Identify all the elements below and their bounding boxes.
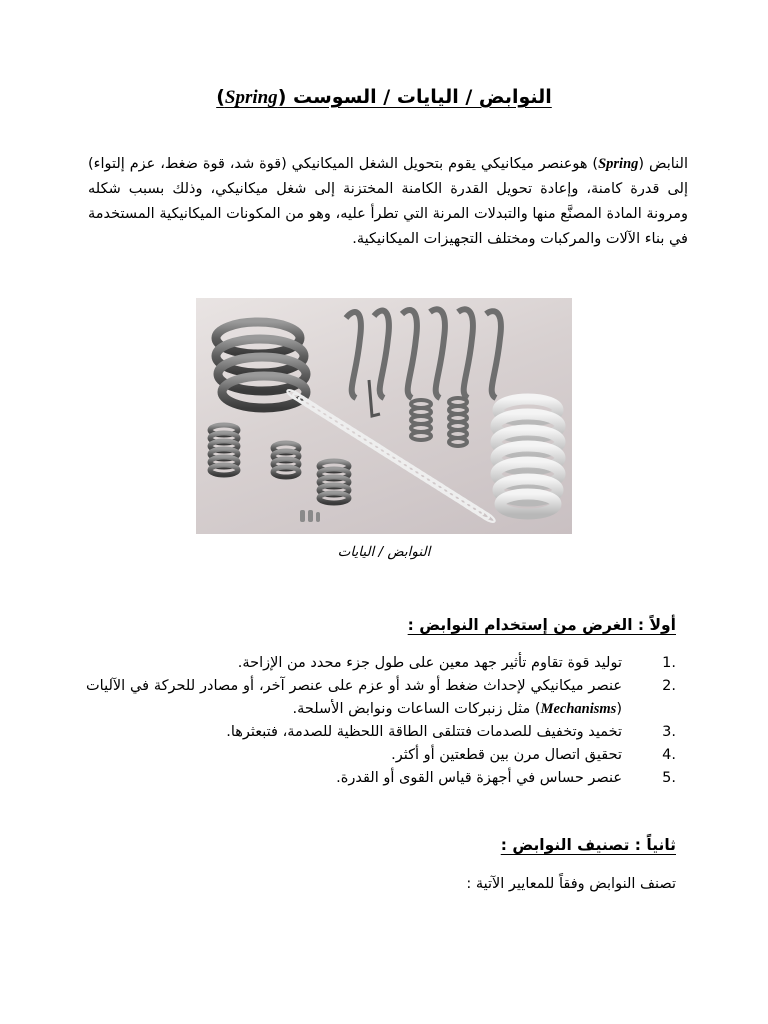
figure-caption: النوابض / اليايات	[337, 544, 431, 560]
item-text: عنصر ميكانيكي لإحداث ضغط أو شد أو عزم على عنصر آخر، أو مصادر للحركة في الآليات (	[86, 678, 622, 717]
item-number: 4.	[662, 747, 676, 763]
item-number: 3.	[662, 724, 676, 740]
list-item	[86, 721, 676, 744]
document-title	[0, 86, 768, 109]
list-item	[86, 675, 676, 721]
intro-text-a: النابض (	[638, 156, 688, 172]
item-text: ) مثل زنبركات الساعات ونوابض الأسلحة.	[292, 701, 541, 717]
item-text: عنصر حساس في أجهزة قياس القوى أو القدرة.	[336, 770, 622, 786]
intro-paragraph	[88, 152, 688, 252]
list-item	[86, 744, 676, 767]
item-number: 1.	[662, 655, 676, 671]
springs-photo	[196, 298, 572, 534]
title-text-prefix: النوابض / اليايات / السوست (	[277, 86, 552, 108]
item-text: تخميد وتخفيف للصدمات فتتلقى الطاقة اللحظية للصدمة، فتبعثرها.	[226, 724, 622, 740]
large-white-spring	[496, 399, 560, 514]
classification-intro: تصنف النوابض وفقاً للمعايير الآتية :	[466, 876, 676, 892]
item-number: 5.	[662, 770, 676, 786]
title-text-suffix: )	[216, 86, 225, 108]
section2-heading: ثانياً : تصنيف النوابض :	[500, 836, 676, 854]
item-number: 2.	[662, 678, 676, 694]
section1-heading: أولاً : الغرض من إستخدام النوابض :	[407, 616, 676, 634]
intro-text-b: ) هوعنصر ميكانيكي يقوم بتحويل الشغل الميكانيكي (قوة شد، قوة ضغط، عزم إلتواء) إلى قدرة كامنة، وإعادة تحويل القدرة الكامنة المختزنة إلى شغل ميكانيكي، وذلك بسبب شكله ومرونة المادة المصنَّع منها والتبدلات المرنة التي تطرأ عليه، وهو من المكونات الميكانيكية المستخدمة في بناء الآلات والمركبات ومختلف التجهيزات الميكانيكية.	[88, 156, 688, 247]
item-text: توليد قوة تقاوم تأثير جهد معين على طول جزء محدد من الإزاحة.	[237, 655, 622, 671]
list-item	[86, 767, 676, 790]
purposes-list	[86, 652, 676, 790]
medium-springs	[411, 398, 467, 446]
item-term: Mechanisms	[540, 701, 617, 717]
intro-term: Spring	[598, 156, 639, 172]
small-dark-springs	[210, 425, 349, 503]
title-term: Spring	[224, 87, 278, 108]
list-item	[86, 652, 676, 675]
item-text: تحقيق اتصال مرن بين قطعتين أو أكثر.	[391, 747, 622, 763]
small-parts	[300, 510, 320, 522]
springs-illustration	[196, 298, 572, 534]
